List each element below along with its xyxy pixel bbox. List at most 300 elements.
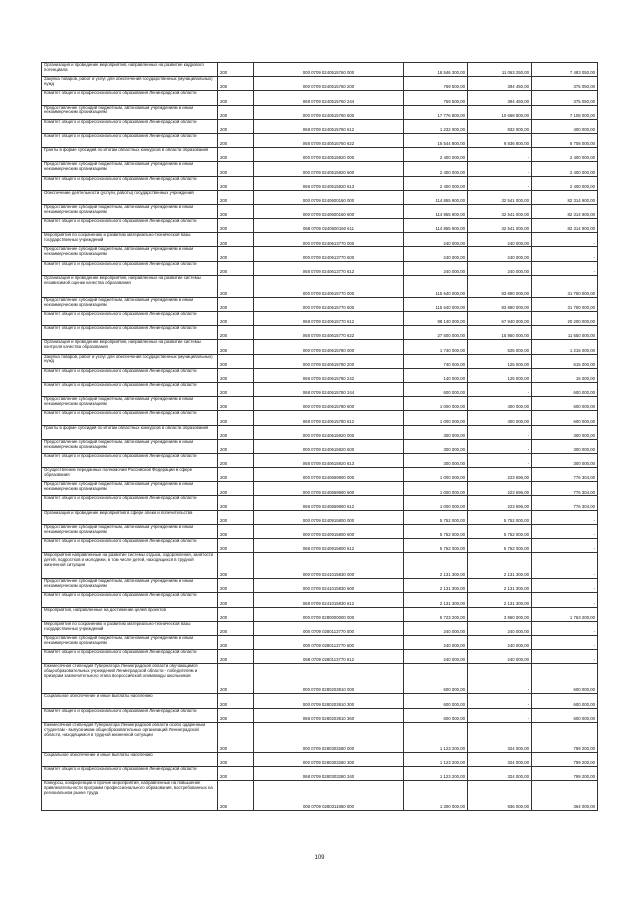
- row-amount-federal-cell: -: [468, 708, 532, 722]
- row-name-cell: Комитет общего и профессионального образования Ленинградской области: [42, 119, 218, 133]
- row-amount-federal-cell: 3 960 000,00: [468, 607, 532, 621]
- row-amount-total-cell: 1 000 000,00: [404, 397, 468, 411]
- row-amount-regional-cell: 615 000,00: [532, 354, 598, 368]
- table-row: [42, 766, 598, 780]
- table-row: [42, 340, 598, 354]
- row-code-cell: 068 0709 0240515760 612: [254, 119, 404, 133]
- row-amount-total-cell: 240 000,00: [404, 650, 468, 664]
- row-name-cell: Комитет общего и профессионального образования Ленинградской области: [42, 382, 218, 396]
- row-kvr-cell: 200: [218, 635, 254, 649]
- row-amount-regional-cell: 82 314 900,00: [532, 190, 598, 204]
- table-row: [42, 63, 598, 77]
- row-amount-regional-cell: 600 000,00: [532, 382, 598, 396]
- table-row: [42, 133, 598, 147]
- table-row: [42, 468, 598, 482]
- table-row: [42, 579, 598, 593]
- row-amount-federal-cell: -: [468, 176, 532, 190]
- row-amount-regional-cell: 82 314 900,00: [532, 219, 598, 233]
- row-amount-federal-cell: 5 752 000,00: [468, 524, 532, 538]
- table-row: [42, 312, 598, 326]
- row-name-cell: Закупка товаров, работ и услуг для обеспечения государственных (муниципальных) нужд: [42, 354, 218, 368]
- row-name-cell: Гранты в форме субсидий по итогам областных конкурсов в области образования: [42, 425, 218, 439]
- row-amount-total-cell: 18 546 300,00: [404, 63, 468, 77]
- row-amount-federal-cell: 936 000,00: [468, 781, 532, 811]
- row-code-cell: 000 0709 0280303280 300: [254, 752, 404, 766]
- row-amount-total-cell: 1 123 200,00: [404, 752, 468, 766]
- row-amount-total-cell: 240 000,00: [404, 247, 468, 261]
- row-name-cell: Комитет общего и профессионального образования Ленинградской области: [42, 708, 218, 722]
- row-kvr-cell: 200: [218, 664, 254, 694]
- row-code-cell: 068 0709 0280203910 360: [254, 708, 404, 722]
- row-amount-total-cell: 1 000 000,00: [404, 496, 468, 510]
- row-amount-federal-cell: 83 890 000,00: [468, 275, 532, 297]
- row-amount-regional-cell: 375 050,00: [532, 77, 598, 91]
- table-row: [42, 148, 598, 162]
- row-kvr-cell: 200: [218, 411, 254, 425]
- row-amount-federal-cell: 2 131 300,00: [468, 593, 532, 607]
- row-name-cell: Конкурсы, конференции и прочие мероприятия, направленные на повышение привлекательности программ профессионального образования, востребованных на региональном рынке труда: [42, 781, 218, 811]
- row-kvr-cell: 200: [218, 694, 254, 708]
- row-code-cell: 000 0709 0240915800 000: [254, 510, 404, 524]
- row-amount-total-cell: 769 500,00: [404, 91, 468, 105]
- row-code-cell: 068 0709 0241015830 612: [254, 593, 404, 607]
- row-kvr-cell: 200: [218, 133, 254, 147]
- row-code-cell: 000 0709 0240515760 600: [254, 105, 404, 119]
- row-amount-total-cell: 17 776 800,00: [404, 105, 468, 119]
- row-amount-federal-cell: 10 668 800,00: [468, 105, 532, 119]
- row-name-cell: Предоставление субсидий бюджетным, автономным учреждениям и иным некоммерческим организациям: [42, 105, 218, 119]
- row-amount-regional-cell: 799 200,00: [532, 752, 598, 766]
- row-amount-federal-cell: 125 000,00: [468, 354, 532, 368]
- row-amount-regional-cell: 7 108 000,00: [532, 105, 598, 119]
- row-amount-federal-cell: 9 836 800,00: [468, 133, 532, 147]
- row-amount-total-cell: 140 000,00: [404, 368, 468, 382]
- row-amount-regional-cell: 799 200,00: [532, 766, 598, 780]
- table-row: [42, 247, 598, 261]
- row-amount-regional-cell: 300 000,00: [532, 453, 598, 467]
- row-amount-federal-cell: 324 000,00: [468, 766, 532, 780]
- row-kvr-cell: 200: [218, 382, 254, 396]
- row-kvr-cell: 200: [218, 579, 254, 593]
- row-name-cell: Комитет общего и профессионального образования Ленинградской области: [42, 176, 218, 190]
- table-row: [42, 176, 598, 190]
- row-name-cell: Социальное обеспечение и иные выплаты населению: [42, 752, 218, 766]
- row-name-cell: Комитет общего и профессионального образования Ленинградской области: [42, 219, 218, 233]
- row-amount-regional-cell: 31 750 000,00: [532, 275, 598, 297]
- row-name-cell: Комитет общего и профессионального образования Ленинградской области: [42, 411, 218, 425]
- row-amount-federal-cell: -: [468, 453, 532, 467]
- row-name-cell: Предоставление субсидий бюджетным, автономным учреждениям и иным некоммерческим организациям: [42, 524, 218, 538]
- row-name-cell: Предоставление субсидий бюджетным, автономным учреждениям и иным некоммерческим организациям: [42, 397, 218, 411]
- row-amount-regional-cell: 776 304,00: [532, 482, 598, 496]
- row-kvr-cell: 200: [218, 312, 254, 326]
- table-row: [42, 275, 598, 297]
- row-amount-federal-cell: 5 752 000,00: [468, 539, 532, 553]
- row-code-cell: 000 0709 0240615780 000: [254, 340, 404, 354]
- row-kvr-cell: 200: [218, 190, 254, 204]
- row-name-cell: Ежемесячная стипендия Губернатора Ленинградской области особо одаренным студентам - выпускникам общеобразовательных организаций Ленинградской области, находящимся в трудной жизненной ситуации: [42, 722, 218, 752]
- table-row: [42, 297, 598, 311]
- row-amount-regional-cell: 600 000,00: [532, 411, 598, 425]
- row-amount-regional-cell: -: [532, 539, 598, 553]
- row-amount-federal-cell: 240 000,00: [468, 261, 532, 275]
- row-kvr-cell: 200: [218, 275, 254, 297]
- row-kvr-cell: 200: [218, 722, 254, 752]
- table-row: [42, 77, 598, 91]
- row-amount-federal-cell: 32 541 000,00: [468, 190, 532, 204]
- row-kvr-cell: 200: [218, 468, 254, 482]
- row-amount-regional-cell: 7 483 050,00: [532, 63, 598, 77]
- row-code-cell: 000 0709 0240515920 600: [254, 162, 404, 176]
- row-amount-regional-cell: 1 763 200,00: [532, 607, 598, 621]
- row-amount-total-cell: 1 123 200,00: [404, 722, 468, 752]
- row-amount-federal-cell: 2 131 300,00: [468, 553, 532, 579]
- table-row: [42, 397, 598, 411]
- row-amount-federal-cell: 240 000,00: [468, 635, 532, 649]
- row-amount-regional-cell: -: [532, 553, 598, 579]
- row-name-cell: Предоставление субсидий бюджетным, автономным учреждениям и иным некоммерческим организациям: [42, 247, 218, 261]
- table-row: [42, 593, 598, 607]
- row-code-cell: 068 0709 0240515760 244: [254, 91, 404, 105]
- row-amount-federal-cell: 240 000,00: [468, 621, 532, 635]
- row-code-cell: 000 0709 0240600160 600: [254, 204, 404, 218]
- row-code-cell: 000 0709 0240615770 600: [254, 297, 404, 311]
- table-row: [42, 496, 598, 510]
- row-name-cell: Закупка товаров, работ и услуг для обеспечения государственных (муниципальных) нужд: [42, 77, 218, 91]
- row-kvr-cell: 200: [218, 340, 254, 354]
- table-row: [42, 453, 598, 467]
- row-code-cell: 068 0709 0240659900 612: [254, 496, 404, 510]
- row-name-cell: Ежемесячная стипендия Губернатора Ленинградской области обучающимся общеобразовательных учреждений Ленинградской области - победителям и призерам заключительного этапа всероссийской олимпиады школьников: [42, 664, 218, 694]
- row-amount-regional-cell: -: [532, 247, 598, 261]
- row-code-cell: 000 0709 0240659900 000: [254, 468, 404, 482]
- row-amount-regional-cell: 82 314 900,00: [532, 204, 598, 218]
- row-code-cell: 000 0709 0280303280 000: [254, 722, 404, 752]
- table-row: [42, 105, 598, 119]
- row-name-cell: Предоставление субсидий бюджетным, автономным учреждениям и иным некоммерческим организациям: [42, 162, 218, 176]
- row-name-cell: Комитет общего и профессионального образования Ленинградской области: [42, 133, 218, 147]
- row-kvr-cell: 200: [218, 119, 254, 133]
- row-code-cell: 068 0709 0240615920 613: [254, 453, 404, 467]
- row-name-cell: Осуществление переданных полномочий Российской Федерации в сфере образования: [42, 468, 218, 482]
- row-kvr-cell: 200: [218, 247, 254, 261]
- table-row: [42, 539, 598, 553]
- table-row: [42, 368, 598, 382]
- table-row: [42, 694, 598, 708]
- row-amount-regional-cell: 600 000,00: [532, 694, 598, 708]
- row-amount-federal-cell: -: [468, 382, 532, 396]
- row-name-cell: Комитет общего и профессионального образования Ленинградской области: [42, 261, 218, 275]
- table-row: [42, 91, 598, 105]
- table-row: [42, 204, 598, 218]
- row-amount-regional-cell: -: [532, 579, 598, 593]
- budget-table-body: [42, 63, 598, 811]
- row-amount-total-cell: 114 855 900,00: [404, 190, 468, 204]
- row-amount-regional-cell: 600 000,00: [532, 708, 598, 722]
- table-row: [42, 722, 598, 752]
- row-amount-total-cell: 2 131 300,00: [404, 593, 468, 607]
- row-amount-total-cell: 114 855 900,00: [404, 204, 468, 218]
- row-kvr-cell: 200: [218, 297, 254, 311]
- row-code-cell: 068 0709 0240915800 612: [254, 539, 404, 553]
- row-amount-total-cell: 115 640 000,00: [404, 297, 468, 311]
- row-kvr-cell: 200: [218, 524, 254, 538]
- row-amount-federal-cell: -: [468, 439, 532, 453]
- row-code-cell: 000 0709 0280203910 000: [254, 664, 404, 694]
- row-amount-total-cell: 2 400 000,00: [404, 176, 468, 190]
- row-kvr-cell: 200: [218, 425, 254, 439]
- row-kvr-cell: 200: [218, 510, 254, 524]
- row-kvr-cell: 200: [218, 539, 254, 553]
- row-amount-total-cell: 600 000,00: [404, 664, 468, 694]
- row-code-cell: 068 0709 0240613770 612: [254, 261, 404, 275]
- row-name-cell: Организация и проведение мероприятий, направленных на развитие кадрового потенциала: [42, 63, 218, 77]
- row-amount-federal-cell: 394 450,00: [468, 77, 532, 91]
- row-kvr-cell: 200: [218, 453, 254, 467]
- row-name-cell: Социальное обеспечение и иные выплаты населению: [42, 694, 218, 708]
- row-code-cell: 000 0709 0280203910 300: [254, 694, 404, 708]
- row-amount-total-cell: 600 000,00: [404, 694, 468, 708]
- table-row: [42, 752, 598, 766]
- row-amount-federal-cell: 240 000,00: [468, 247, 532, 261]
- row-kvr-cell: 200: [218, 368, 254, 382]
- row-amount-total-cell: 1 000 000,00: [404, 468, 468, 482]
- table-row: [42, 326, 598, 340]
- table-row: [42, 261, 598, 275]
- row-amount-total-cell: 114 855 900,00: [404, 219, 468, 233]
- row-code-cell: 000 0709 0240659900 600: [254, 482, 404, 496]
- row-amount-regional-cell: 799 200,00: [532, 722, 598, 752]
- row-code-cell: 000 0709 0240600160 000: [254, 190, 404, 204]
- row-code-cell: 000 0709 0240615770 000: [254, 275, 404, 297]
- row-kvr-cell: 200: [218, 482, 254, 496]
- row-code-cell: 068 0709 0240615780 612: [254, 411, 404, 425]
- row-name-cell: Предоставление субсидий бюджетным, автономным учреждениям и иным некоммерческим организациям: [42, 579, 218, 593]
- row-code-cell: 000 0709 0240915800 600: [254, 524, 404, 538]
- row-amount-regional-cell: 2 400 000,00: [532, 176, 598, 190]
- row-amount-regional-cell: -: [532, 593, 598, 607]
- row-amount-regional-cell: 11 550 000,00: [532, 326, 598, 340]
- row-kvr-cell: 200: [218, 496, 254, 510]
- row-kvr-cell: 200: [218, 621, 254, 635]
- row-name-cell: Предоставление субсидий бюджетным, автономным учреждениям и иным некоммерческим организациям: [42, 439, 218, 453]
- row-code-cell: 068 0709 0240615770 622: [254, 326, 404, 340]
- row-amount-regional-cell: 776 304,00: [532, 496, 598, 510]
- row-amount-total-cell: 1 000 000,00: [404, 411, 468, 425]
- table-row: [42, 219, 598, 233]
- row-code-cell: 000 0709 0240615780 200: [254, 354, 404, 368]
- row-amount-total-cell: 5 752 000,00: [404, 524, 468, 538]
- row-amount-federal-cell: 324 000,00: [468, 752, 532, 766]
- budget-table: [41, 62, 598, 811]
- row-name-cell: Комитет общего и профессионального образования Ленинградской области: [42, 312, 218, 326]
- row-name-cell: Обеспечение деятельности (услуги, работы) государственных учреждений: [42, 190, 218, 204]
- row-amount-federal-cell: -: [468, 664, 532, 694]
- row-code-cell: 068 0709 0240615770 612: [254, 312, 404, 326]
- row-code-cell: 068 0709 0240515920 613: [254, 176, 404, 190]
- row-name-cell: Мероприятия по сохранению и развитию материально-технической базы государственных учреждений: [42, 621, 218, 635]
- row-amount-total-cell: 5 752 000,00: [404, 539, 468, 553]
- row-amount-total-cell: 1 300 000,00: [404, 781, 468, 811]
- row-amount-total-cell: 769 500,00: [404, 77, 468, 91]
- row-code-cell: 000 0709 0280000000 000: [254, 607, 404, 621]
- row-name-cell: Комитет общего и профессионального образования Ленинградской области: [42, 91, 218, 105]
- row-amount-regional-cell: -: [532, 650, 598, 664]
- row-code-cell: 000 0709 0280113770 000: [254, 621, 404, 635]
- row-kvr-cell: 200: [218, 397, 254, 411]
- row-amount-regional-cell: 31 750 000,00: [532, 297, 598, 311]
- table-row: [42, 524, 598, 538]
- row-code-cell: 068 0709 0280113770 612: [254, 650, 404, 664]
- row-amount-regional-cell: -: [532, 635, 598, 649]
- row-amount-federal-cell: -: [468, 148, 532, 162]
- row-amount-total-cell: 2 400 000,00: [404, 162, 468, 176]
- table-row: [42, 510, 598, 524]
- row-amount-regional-cell: 300 000,00: [532, 425, 598, 439]
- row-amount-federal-cell: 15 950 000,00: [468, 326, 532, 340]
- row-code-cell: 068 0709 0240615780 244: [254, 382, 404, 396]
- row-name-cell: Предоставление субсидий бюджетным, автономным учреждениям и иным некоммерческим организациям: [42, 204, 218, 218]
- row-amount-federal-cell: 2 131 300,00: [468, 579, 532, 593]
- row-amount-federal-cell: 67 940 000,00: [468, 312, 532, 326]
- row-kvr-cell: 200: [218, 77, 254, 91]
- row-name-cell: Предоставление субсидий бюджетным, автономным учреждениям и иным некоммерческим организациям: [42, 635, 218, 649]
- table-row: [42, 382, 598, 396]
- table-row: [42, 635, 598, 649]
- row-name-cell: Комитет общего и профессионального образования Ленинградской области: [42, 650, 218, 664]
- row-amount-total-cell: 740 000,00: [404, 354, 468, 368]
- row-name-cell: Мероприятия направленные на развитие системы отдыха, оздоровления, занятости детей, подростков и молодежи, в том числе детей, находящихся в трудной жизненной ситуации: [42, 553, 218, 579]
- row-code-cell: 000 0709 0240615920 000: [254, 425, 404, 439]
- row-code-cell: 068 0709 0240615780 242: [254, 368, 404, 382]
- row-code-cell: 000 0709 0240613770 000: [254, 233, 404, 247]
- budget-table-container: [41, 62, 597, 811]
- table-row: [42, 190, 598, 204]
- row-amount-total-cell: 5 752 000,00: [404, 510, 468, 524]
- row-kvr-cell: 200: [218, 162, 254, 176]
- row-kvr-cell: 200: [218, 63, 254, 77]
- row-amount-regional-cell: 15 000,00: [532, 368, 598, 382]
- table-row: [42, 621, 598, 635]
- row-amount-federal-cell: 240 000,00: [468, 650, 532, 664]
- row-kvr-cell: 200: [218, 233, 254, 247]
- table-row: [42, 664, 598, 694]
- row-amount-total-cell: 1 232 000,00: [404, 119, 468, 133]
- row-code-cell: 068 0709 0280303280 340: [254, 766, 404, 780]
- row-amount-total-cell: 240 000,00: [404, 635, 468, 649]
- row-name-cell: Предоставление субсидий бюджетным, автономным учреждениям и иным некоммерческим организациям: [42, 482, 218, 496]
- row-code-cell: 000 0709 0240613770 600: [254, 247, 404, 261]
- row-amount-regional-cell: 1 215 000,00: [532, 340, 598, 354]
- row-kvr-cell: 200: [218, 326, 254, 340]
- row-code-cell: 000 0709 0280311950 000: [254, 781, 404, 811]
- table-row: [42, 162, 598, 176]
- row-amount-total-cell: 240 000,00: [404, 233, 468, 247]
- row-name-cell: Предоставление субсидий бюджетным, автономным учреждениям и иным некоммерческим организациям: [42, 297, 218, 311]
- row-kvr-cell: 200: [218, 708, 254, 722]
- row-amount-total-cell: 300 000,00: [404, 425, 468, 439]
- table-row: [42, 553, 598, 579]
- row-kvr-cell: 200: [218, 91, 254, 105]
- row-amount-total-cell: 88 140 000,00: [404, 312, 468, 326]
- row-name-cell: Организация и проведение мероприятий в сфере опеки и попечительства: [42, 510, 218, 524]
- row-amount-federal-cell: 223 696,00: [468, 496, 532, 510]
- table-row: [42, 233, 598, 247]
- row-amount-regional-cell: 600 000,00: [532, 397, 598, 411]
- row-kvr-cell: 200: [218, 176, 254, 190]
- row-name-cell: Комитет общего и профессионального образования Ленинградской области: [42, 496, 218, 510]
- row-amount-total-cell: 600 000,00: [404, 382, 468, 396]
- table-row: [42, 607, 598, 621]
- row-kvr-cell: 200: [218, 439, 254, 453]
- row-amount-regional-cell: -: [532, 510, 598, 524]
- row-amount-total-cell: 240 000,00: [404, 621, 468, 635]
- row-kvr-cell: 200: [218, 204, 254, 218]
- row-amount-total-cell: 16 544 800,00: [404, 133, 468, 147]
- row-amount-federal-cell: 324 000,00: [468, 722, 532, 752]
- row-kvr-cell: 200: [218, 354, 254, 368]
- table-row: [42, 650, 598, 664]
- row-name-cell: Организация и проведение мероприятий, направленных на развитие системы контроля качества образования: [42, 340, 218, 354]
- row-amount-federal-cell: 32 541 000,00: [468, 219, 532, 233]
- row-amount-regional-cell: -: [532, 621, 598, 635]
- row-name-cell: Комитет общего и профессионального образования Ленинградской области: [42, 593, 218, 607]
- row-name-cell: Комитет общего и профессионального образования Ленинградской области: [42, 453, 218, 467]
- table-row: [42, 439, 598, 453]
- table-row: [42, 411, 598, 425]
- row-code-cell: 000 0709 0240515920 000: [254, 148, 404, 162]
- row-amount-federal-cell: 525 000,00: [468, 340, 532, 354]
- row-code-cell: 068 0709 0240515760 622: [254, 133, 404, 147]
- row-code-cell: 000 0709 0240615780 600: [254, 397, 404, 411]
- row-name-cell: Организация и проведение мероприятий, направленных на развитие системы независимой оценки качества образования: [42, 275, 218, 297]
- row-code-cell: 000 0709 0280113770 600: [254, 635, 404, 649]
- row-amount-total-cell: 300 000,00: [404, 439, 468, 453]
- row-kvr-cell: 200: [218, 261, 254, 275]
- row-amount-total-cell: 240 000,00: [404, 261, 468, 275]
- row-kvr-cell: 200: [218, 219, 254, 233]
- row-amount-total-cell: 2 131 300,00: [404, 553, 468, 579]
- row-kvr-cell: 200: [218, 650, 254, 664]
- row-amount-federal-cell: -: [468, 162, 532, 176]
- row-amount-regional-cell: 600 000,00: [532, 664, 598, 694]
- row-amount-regional-cell: 364 000,00: [532, 781, 598, 811]
- row-amount-federal-cell: -: [468, 425, 532, 439]
- table-row: [42, 708, 598, 722]
- row-name-cell: Комитет общего и профессионального образования Ленинградской области: [42, 368, 218, 382]
- row-amount-federal-cell: 11 063 250,00: [468, 63, 532, 77]
- row-code-cell: 000 0709 0240515760 200: [254, 77, 404, 91]
- page-number: 109: [314, 855, 325, 861]
- row-kvr-cell: 200: [218, 105, 254, 119]
- row-amount-federal-cell: -: [468, 694, 532, 708]
- row-amount-total-cell: 115 640 000,00: [404, 275, 468, 297]
- row-kvr-cell: 200: [218, 148, 254, 162]
- row-code-cell: 000 0709 0241015830 600: [254, 579, 404, 593]
- row-name-cell: Мероприятия по сохранению и развитию материально-технической базы государственных учреждений: [42, 233, 218, 247]
- row-amount-federal-cell: 83 890 000,00: [468, 297, 532, 311]
- row-amount-regional-cell: 400 000,00: [532, 119, 598, 133]
- row-kvr-cell: 200: [218, 553, 254, 579]
- table-row: [42, 119, 598, 133]
- row-amount-total-cell: 2 131 300,00: [404, 579, 468, 593]
- row-amount-federal-cell: 32 541 000,00: [468, 204, 532, 218]
- row-amount-total-cell: 1 740 000,00: [404, 340, 468, 354]
- row-amount-federal-cell: 832 000,00: [468, 119, 532, 133]
- row-name-cell: Комитет общего и профессионального образования Ленинградской области: [42, 539, 218, 553]
- row-amount-regional-cell: 2 400 000,00: [532, 148, 598, 162]
- row-name-cell: Комитет общего и профессионального образования Ленинградской области: [42, 766, 218, 780]
